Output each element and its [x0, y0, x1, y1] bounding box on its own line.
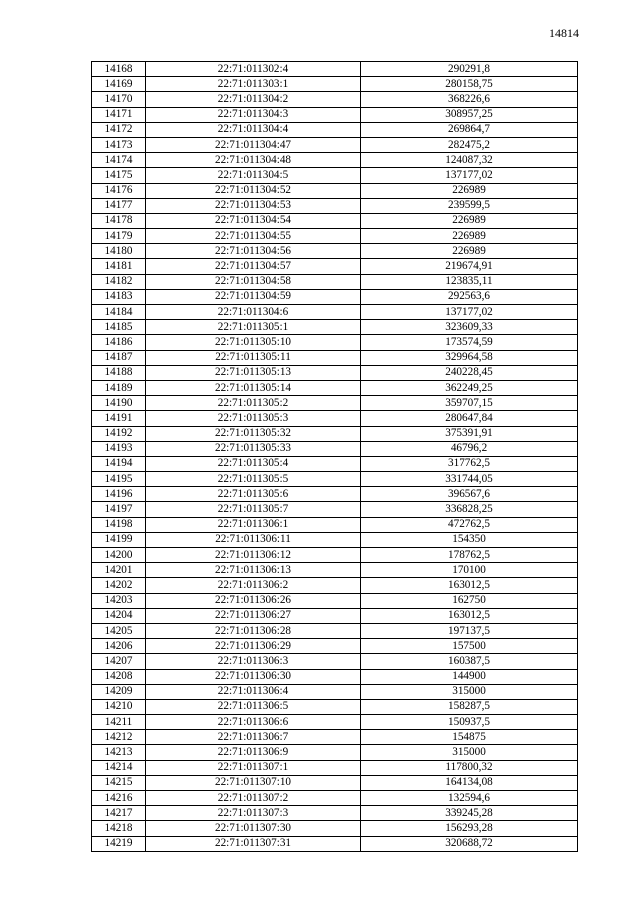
value-cell: 219674,91	[361, 259, 578, 274]
cadastral-number-cell: 22:71:011305:3	[146, 411, 361, 426]
value-cell: 226989	[361, 213, 578, 228]
row-number-cell: 14212	[92, 730, 146, 745]
value-cell: 323609,33	[361, 320, 578, 335]
row-number-cell: 14203	[92, 593, 146, 608]
value-cell: 226989	[361, 183, 578, 198]
cadastral-number-cell: 22:71:011305:7	[146, 502, 361, 517]
table-row	[92, 289, 578, 304]
value-cell: 315000	[361, 684, 578, 699]
table-row	[92, 836, 578, 851]
row-number-cell: 14192	[92, 426, 146, 441]
row-number-cell: 14201	[92, 563, 146, 578]
table-row	[92, 274, 578, 289]
table-row	[92, 472, 578, 487]
row-number-cell: 14173	[92, 137, 146, 152]
value-cell: 163012,5	[361, 608, 578, 623]
row-number-cell: 14204	[92, 608, 146, 623]
value-cell: 280158,75	[361, 77, 578, 92]
value-cell: 329964,58	[361, 350, 578, 365]
cadastral-number-cell: 22:71:011305:10	[146, 335, 361, 350]
table-row	[92, 775, 578, 790]
cadastral-number-cell: 22:71:011307:3	[146, 806, 361, 821]
row-number-cell: 14191	[92, 411, 146, 426]
row-number-cell: 14184	[92, 305, 146, 320]
cadastral-number-cell: 22:71:011306:3	[146, 654, 361, 669]
table-row	[92, 92, 578, 107]
cadastral-number-cell: 22:71:011304:3	[146, 107, 361, 122]
value-cell: 137177,02	[361, 305, 578, 320]
table-row	[92, 456, 578, 471]
cadastral-number-cell: 22:71:011307:31	[146, 836, 361, 851]
table-row	[92, 548, 578, 563]
cadastral-number-cell: 22:71:011305:13	[146, 365, 361, 380]
cadastral-number-cell: 22:71:011306:2	[146, 578, 361, 593]
cadastral-number-cell: 22:71:011302:4	[146, 62, 361, 77]
value-cell: 163012,5	[361, 578, 578, 593]
value-cell: 46796,2	[361, 441, 578, 456]
table-row	[92, 441, 578, 456]
value-cell: 132594,6	[361, 791, 578, 806]
value-cell: 123835,11	[361, 274, 578, 289]
table-row	[92, 806, 578, 821]
value-cell: 472762,5	[361, 517, 578, 532]
value-cell: 308957,25	[361, 107, 578, 122]
cadastral-number-cell: 22:71:011306:28	[146, 623, 361, 638]
row-number-cell: 14189	[92, 380, 146, 395]
row-number-cell: 14209	[92, 684, 146, 699]
cadastral-number-cell: 22:71:011306:6	[146, 715, 361, 730]
value-cell: 269864,7	[361, 122, 578, 137]
value-cell: 359707,15	[361, 396, 578, 411]
cadastral-number-cell: 22:71:011306:1	[146, 517, 361, 532]
cadastral-number-cell: 22:71:011307:30	[146, 821, 361, 836]
table-row	[92, 487, 578, 502]
row-number-cell: 14172	[92, 122, 146, 137]
table-row	[92, 396, 578, 411]
table-row	[92, 365, 578, 380]
table-row	[92, 517, 578, 532]
value-cell: 362249,25	[361, 380, 578, 395]
table-row	[92, 745, 578, 760]
registry-table	[91, 61, 578, 852]
value-cell: 282475,2	[361, 137, 578, 152]
value-cell: 239599,5	[361, 198, 578, 213]
row-number-cell: 14218	[92, 821, 146, 836]
table-row	[92, 320, 578, 335]
cadastral-number-cell: 22:71:011304:6	[146, 305, 361, 320]
cadastral-number-cell: 22:71:011305:4	[146, 456, 361, 471]
row-number-cell: 14199	[92, 532, 146, 547]
table-row	[92, 532, 578, 547]
table-row	[92, 183, 578, 198]
table-row	[92, 259, 578, 274]
table-row	[92, 563, 578, 578]
cadastral-number-cell: 22:71:011306:13	[146, 563, 361, 578]
table-row	[92, 684, 578, 699]
row-number-cell: 14185	[92, 320, 146, 335]
value-cell: 150937,5	[361, 715, 578, 730]
value-cell: 117800,32	[361, 760, 578, 775]
cadastral-number-cell: 22:71:011306:27	[146, 608, 361, 623]
value-cell: 137177,02	[361, 168, 578, 183]
value-cell: 331744,05	[361, 472, 578, 487]
cadastral-number-cell: 22:71:011304:57	[146, 259, 361, 274]
row-number-cell: 14202	[92, 578, 146, 593]
value-cell: 375391,91	[361, 426, 578, 441]
table-row	[92, 669, 578, 684]
row-number-cell: 14176	[92, 183, 146, 198]
cadastral-number-cell: 22:71:011306:12	[146, 548, 361, 563]
row-number-cell: 14206	[92, 639, 146, 654]
table-row	[92, 639, 578, 654]
page-number: 14814	[549, 26, 579, 40]
registry-table-body	[92, 62, 578, 852]
table-row	[92, 350, 578, 365]
value-cell: 144900	[361, 669, 578, 684]
table-row	[92, 502, 578, 517]
value-cell: 290291,8	[361, 62, 578, 77]
row-number-cell: 14177	[92, 198, 146, 213]
cadastral-number-cell: 22:71:011304:53	[146, 198, 361, 213]
table-row	[92, 791, 578, 806]
row-number-cell: 14217	[92, 806, 146, 821]
row-number-cell: 14168	[92, 62, 146, 77]
table-row	[92, 122, 578, 137]
cadastral-number-cell: 22:71:011306:5	[146, 699, 361, 714]
cadastral-number-cell: 22:71:011306:11	[146, 532, 361, 547]
row-number-cell: 14188	[92, 365, 146, 380]
table-row	[92, 654, 578, 669]
value-cell: 368226,6	[361, 92, 578, 107]
cadastral-number-cell: 22:71:011306:7	[146, 730, 361, 745]
value-cell: 197137,5	[361, 623, 578, 638]
cadastral-number-cell: 22:71:011305:5	[146, 472, 361, 487]
table-row	[92, 380, 578, 395]
value-cell: 226989	[361, 229, 578, 244]
value-cell: 320688,72	[361, 836, 578, 851]
row-number-cell: 14180	[92, 244, 146, 259]
value-cell: 164134,08	[361, 775, 578, 790]
table-row	[92, 229, 578, 244]
value-cell: 158287,5	[361, 699, 578, 714]
row-number-cell: 14183	[92, 289, 146, 304]
row-number-cell: 14200	[92, 548, 146, 563]
value-cell: 157500	[361, 639, 578, 654]
value-cell: 226989	[361, 244, 578, 259]
row-number-cell: 14196	[92, 487, 146, 502]
table-row	[92, 411, 578, 426]
value-cell: 156293,28	[361, 821, 578, 836]
table-row	[92, 608, 578, 623]
table-row	[92, 168, 578, 183]
cadastral-number-cell: 22:71:011306:29	[146, 639, 361, 654]
row-number-cell: 14170	[92, 92, 146, 107]
row-number-cell: 14182	[92, 274, 146, 289]
table-row	[92, 305, 578, 320]
cadastral-number-cell: 22:71:011306:26	[146, 593, 361, 608]
row-number-cell: 14193	[92, 441, 146, 456]
row-number-cell: 14213	[92, 745, 146, 760]
cadastral-number-cell: 22:71:011304:2	[146, 92, 361, 107]
row-number-cell: 14198	[92, 517, 146, 532]
row-number-cell: 14190	[92, 396, 146, 411]
table-row	[92, 244, 578, 259]
value-cell: 336828,25	[361, 502, 578, 517]
row-number-cell: 14179	[92, 229, 146, 244]
row-number-cell: 14194	[92, 456, 146, 471]
cadastral-number-cell: 22:71:011307:2	[146, 791, 361, 806]
table-row	[92, 699, 578, 714]
cadastral-number-cell: 22:71:011304:5	[146, 168, 361, 183]
row-number-cell: 14186	[92, 335, 146, 350]
table-row	[92, 730, 578, 745]
cadastral-number-cell: 22:71:011304:52	[146, 183, 361, 198]
cadastral-number-cell: 22:71:011304:4	[146, 122, 361, 137]
cadastral-number-cell: 22:71:011306:30	[146, 669, 361, 684]
row-number-cell: 14208	[92, 669, 146, 684]
cadastral-number-cell: 22:71:011304:59	[146, 289, 361, 304]
cadastral-number-cell: 22:71:011305:2	[146, 396, 361, 411]
value-cell: 315000	[361, 745, 578, 760]
row-number-cell: 14210	[92, 699, 146, 714]
row-number-cell: 14216	[92, 791, 146, 806]
table-row	[92, 593, 578, 608]
value-cell: 160387,5	[361, 654, 578, 669]
table-row	[92, 107, 578, 122]
value-cell: 240228,45	[361, 365, 578, 380]
row-number-cell: 14197	[92, 502, 146, 517]
table-row	[92, 77, 578, 92]
cadastral-number-cell: 22:71:011304:47	[146, 137, 361, 152]
row-number-cell: 14214	[92, 760, 146, 775]
row-number-cell: 14171	[92, 107, 146, 122]
cadastral-number-cell: 22:71:011304:55	[146, 229, 361, 244]
row-number-cell: 14207	[92, 654, 146, 669]
row-number-cell: 14215	[92, 775, 146, 790]
cadastral-number-cell: 22:71:011305:33	[146, 441, 361, 456]
table-row	[92, 335, 578, 350]
row-number-cell: 14178	[92, 213, 146, 228]
value-cell: 170100	[361, 563, 578, 578]
table-row	[92, 153, 578, 168]
value-cell: 339245,28	[361, 806, 578, 821]
table-row	[92, 426, 578, 441]
cadastral-number-cell: 22:71:011305:11	[146, 350, 361, 365]
table-row	[92, 715, 578, 730]
row-number-cell: 14169	[92, 77, 146, 92]
cadastral-number-cell: 22:71:011305:14	[146, 380, 361, 395]
row-number-cell: 14195	[92, 472, 146, 487]
cadastral-number-cell: 22:71:011306:4	[146, 684, 361, 699]
table-row	[92, 137, 578, 152]
row-number-cell: 14187	[92, 350, 146, 365]
value-cell: 173574,59	[361, 335, 578, 350]
table-row	[92, 198, 578, 213]
table-row	[92, 62, 578, 77]
table-row	[92, 821, 578, 836]
table-row	[92, 623, 578, 638]
row-number-cell: 14219	[92, 836, 146, 851]
row-number-cell: 14205	[92, 623, 146, 638]
row-number-cell: 14174	[92, 153, 146, 168]
cadastral-number-cell: 22:71:011305:6	[146, 487, 361, 502]
value-cell: 162750	[361, 593, 578, 608]
cadastral-number-cell: 22:71:011304:56	[146, 244, 361, 259]
value-cell: 154875	[361, 730, 578, 745]
cadastral-number-cell: 22:71:011305:32	[146, 426, 361, 441]
row-number-cell: 14181	[92, 259, 146, 274]
value-cell: 317762,5	[361, 456, 578, 471]
cadastral-number-cell: 22:71:011306:9	[146, 745, 361, 760]
cadastral-number-cell: 22:71:011307:10	[146, 775, 361, 790]
value-cell: 280647,84	[361, 411, 578, 426]
table-row	[92, 760, 578, 775]
value-cell: 178762,5	[361, 548, 578, 563]
value-cell: 124087,32	[361, 153, 578, 168]
cadastral-number-cell: 22:71:011303:1	[146, 77, 361, 92]
cadastral-number-cell: 22:71:011307:1	[146, 760, 361, 775]
value-cell: 154350	[361, 532, 578, 547]
cadastral-number-cell: 22:71:011304:48	[146, 153, 361, 168]
cadastral-number-cell: 22:71:011305:1	[146, 320, 361, 335]
cadastral-number-cell: 22:71:011304:54	[146, 213, 361, 228]
cadastral-number-cell: 22:71:011304:58	[146, 274, 361, 289]
value-cell: 292563,6	[361, 289, 578, 304]
value-cell: 396567,6	[361, 487, 578, 502]
row-number-cell: 14211	[92, 715, 146, 730]
table-row	[92, 213, 578, 228]
row-number-cell: 14175	[92, 168, 146, 183]
table-row	[92, 578, 578, 593]
